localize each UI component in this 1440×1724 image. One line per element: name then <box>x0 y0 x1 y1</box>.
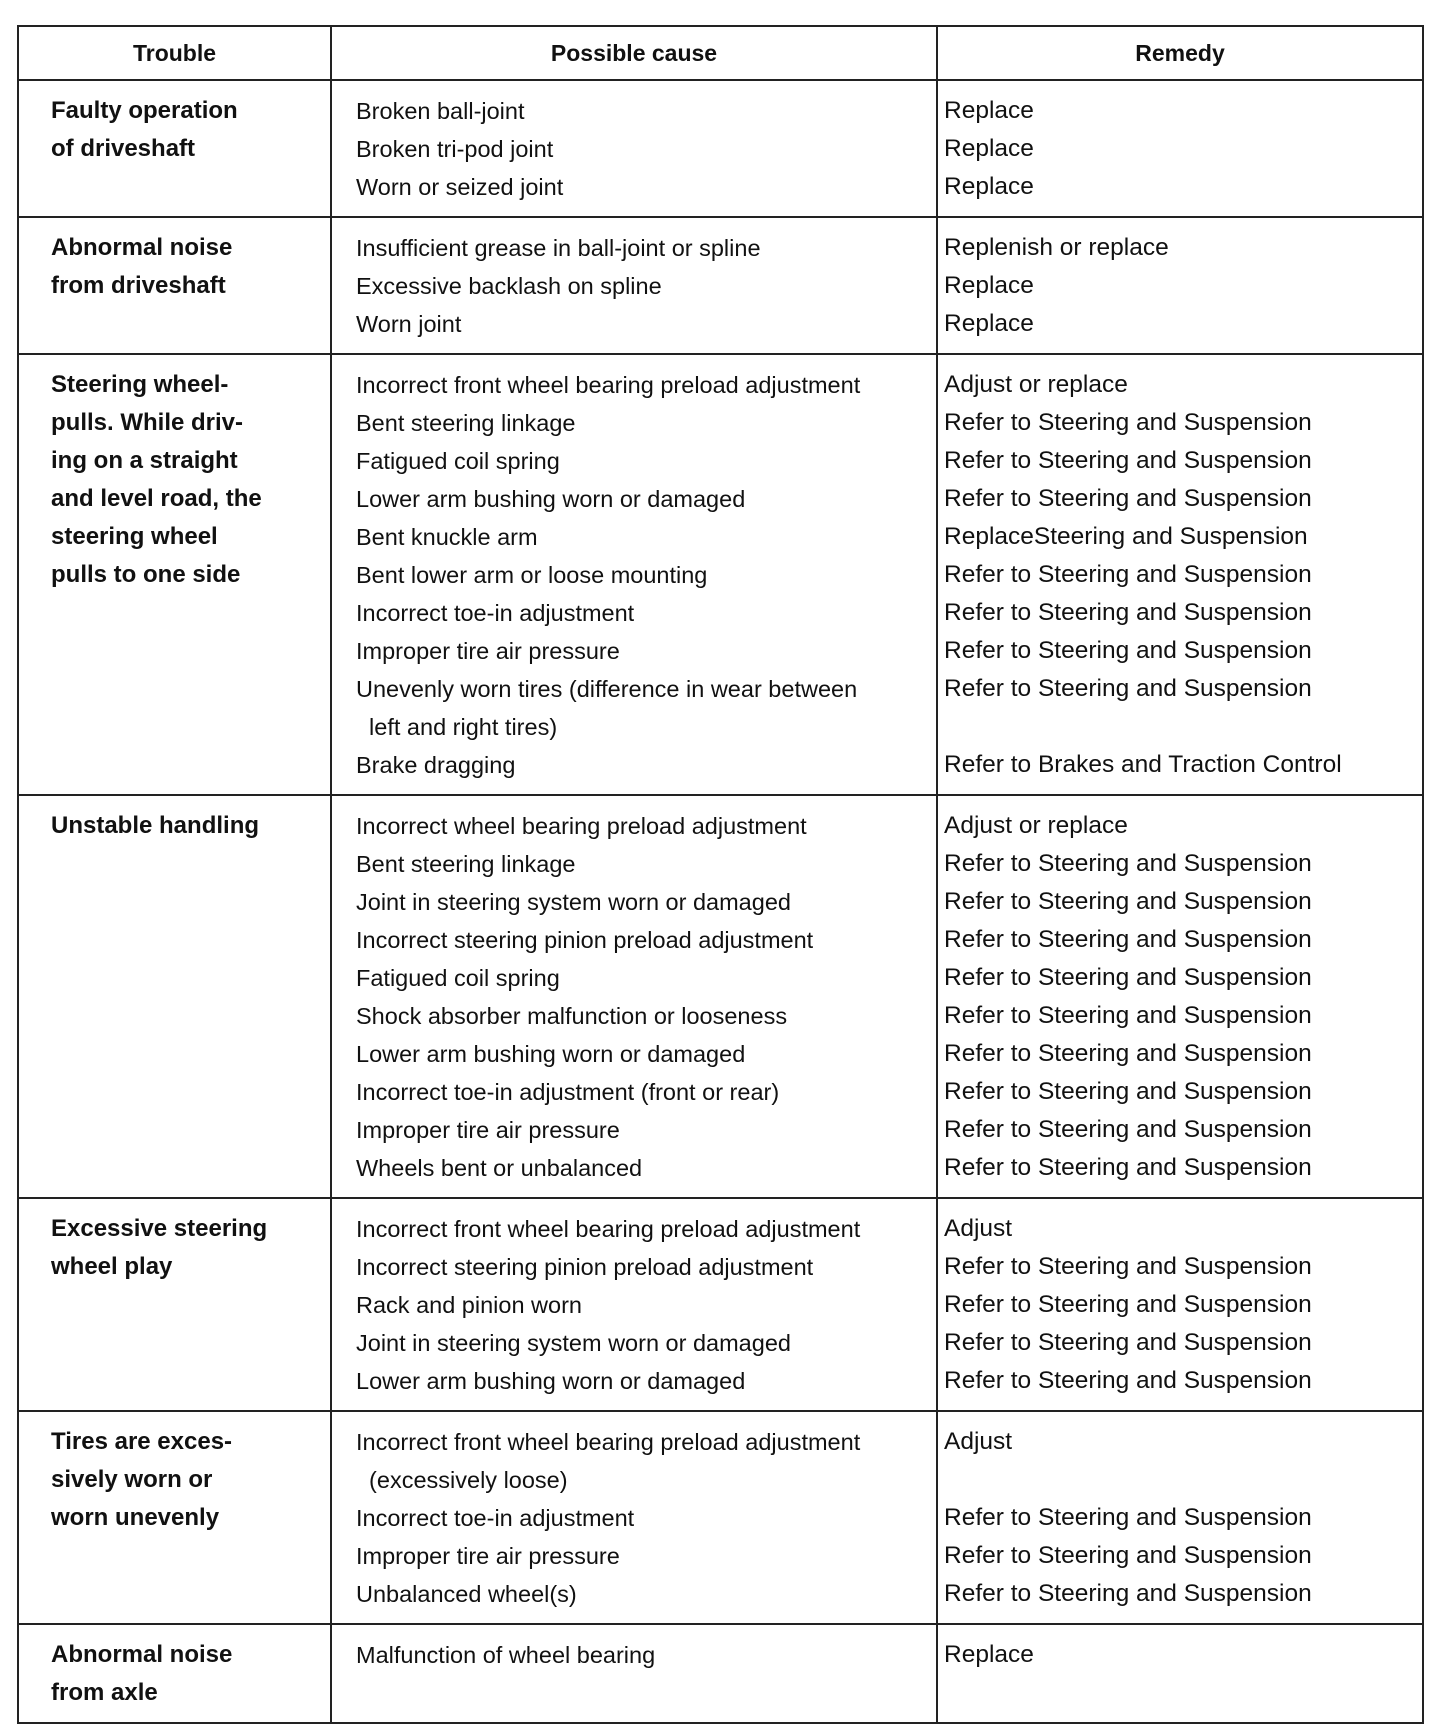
remedy-item: Replace <box>944 135 1034 162</box>
possible-cause-item: Improper tire air pressure <box>356 1117 620 1143</box>
possible-cause-item: Bent steering linkage <box>356 851 576 877</box>
possible-cause-item: Incorrect front wheel bearing preload adjustment <box>356 372 861 398</box>
possible-cause-item: Bent lower arm or loose mounting <box>356 562 708 588</box>
possible-cause-item: Lower arm bushing worn or damaged <box>356 1041 746 1067</box>
possible-cause-item: Incorrect wheel bearing preload adjustment <box>356 813 807 839</box>
remedy-item: Refer to Steering and Suspension <box>944 1116 1312 1143</box>
trouble-text: sively worn or <box>51 1466 213 1493</box>
trouble-text: pulls. While driv- <box>51 409 244 436</box>
possible-cause-item: Brake dragging <box>356 752 516 778</box>
possible-cause-item: Bent knuckle arm <box>356 524 538 550</box>
trouble-cell <box>18 354 331 795</box>
troubleshooting-table <box>17 25 1424 1724</box>
remedy-item: Replace <box>944 310 1034 337</box>
trouble-text: Abnormal noise <box>51 1641 233 1668</box>
table-row <box>18 795 1423 1198</box>
remedy-item: Refer to Steering and Suspension <box>944 1580 1312 1607</box>
table-row <box>18 80 1423 217</box>
remedy-cell <box>937 795 1423 1198</box>
possible-cause-cell <box>331 80 937 217</box>
remedy-item: Refer to Steering and Suspension <box>944 409 1312 436</box>
remedy-cell <box>937 1624 1423 1723</box>
remedy-item: Refer to Steering and Suspension <box>944 1367 1312 1394</box>
trouble-text: Steering wheel- <box>51 371 229 398</box>
remedy-item: Adjust <box>944 1428 1013 1455</box>
remedy-item: Replace <box>944 97 1034 124</box>
remedy-item: Refer to Steering and Suspension <box>944 1504 1312 1531</box>
remedy-item: Refer to Steering and Suspension <box>944 1542 1312 1569</box>
remedy-item: Refer to Steering and Suspension <box>944 599 1312 626</box>
remedy-item: Adjust or replace <box>944 812 1128 839</box>
table-row <box>18 1411 1423 1624</box>
possible-cause-item: Excessive backlash on spline <box>356 273 662 299</box>
trouble-text: from axle <box>51 1679 158 1706</box>
remedy-item: Refer to Steering and Suspension <box>944 1291 1312 1318</box>
possible-cause-item: Improper tire air pressure <box>356 638 620 664</box>
possible-cause-cell <box>331 1198 937 1411</box>
trouble-text: Unstable handling <box>51 812 260 839</box>
possible-cause-item: Lower arm bushing worn or damaged <box>356 1368 746 1394</box>
remedy-item: Refer to Steering and Suspension <box>944 1002 1312 1029</box>
possible-cause-item: Incorrect toe-in adjustment (front or rear) <box>356 1079 780 1105</box>
remedy-item: Replenish or replace <box>944 234 1169 261</box>
trouble-text: from driveshaft <box>51 272 226 299</box>
trouble-cell <box>18 795 331 1198</box>
possible-cause-item: Incorrect steering pinion preload adjustment <box>356 927 814 953</box>
remedy-cell <box>937 1411 1423 1624</box>
possible-cause-item: Incorrect front wheel bearing preload adjustment <box>356 1216 861 1242</box>
trouble-text: steering wheel <box>51 523 218 550</box>
possible-cause-item: Incorrect toe-in adjustment <box>356 1505 635 1531</box>
remedy-item: Refer to Steering and Suspension <box>944 561 1312 588</box>
possible-cause-item: Worn joint <box>356 311 462 337</box>
possible-cause-item: Insufficient grease in ball-joint or spline <box>356 235 761 261</box>
possible-cause-cell <box>331 795 937 1198</box>
table-row <box>18 354 1423 795</box>
possible-cause-item: Lower arm bushing worn or damaged <box>356 486 746 512</box>
remedy-item: Refer to Steering and Suspension <box>944 888 1312 915</box>
possible-cause-cell <box>331 217 937 354</box>
possible-cause-item: Broken tri-pod joint <box>356 136 554 162</box>
trouble-text: ing on a straight <box>51 447 238 474</box>
possible-cause-item: Rack and pinion worn <box>356 1292 582 1318</box>
table-row <box>18 217 1423 354</box>
trouble-cell <box>18 1624 331 1723</box>
remedy-cell <box>937 80 1423 217</box>
possible-cause-item: Worn or seized joint <box>356 174 564 200</box>
possible-cause-item: Unbalanced wheel(s) <box>356 1581 577 1607</box>
column-header-remedy: Remedy <box>937 26 1423 80</box>
remedy-item: Refer to Steering and Suspension <box>944 1078 1312 1105</box>
remedy-item: Refer to Steering and Suspension <box>944 1154 1312 1181</box>
possible-cause-cell <box>331 1411 937 1624</box>
remedy-item: Refer to Steering and Suspension <box>944 675 1312 702</box>
trouble-text: Tires are exces- <box>51 1428 233 1455</box>
trouble-text: of driveshaft <box>51 135 196 162</box>
remedy-item: Refer to Steering and Suspension <box>944 447 1312 474</box>
possible-cause-item: Malfunction of wheel bearing <box>356 1642 656 1668</box>
column-header-trouble: Trouble <box>18 26 331 80</box>
remedy-item: Refer to Brakes and Traction Control <box>944 751 1342 778</box>
possible-cause-item: Unevenly worn tires (difference in wear between left and right tires) <box>356 676 858 740</box>
possible-cause-item: Incorrect front wheel bearing preload adjustment (excessively loose) <box>356 1429 861 1493</box>
possible-cause-item: Incorrect toe-in adjustment <box>356 600 635 626</box>
remedy-item: Refer to Steering and Suspension <box>944 1329 1312 1356</box>
remedy-cell <box>937 354 1423 795</box>
possible-cause-item: Fatigued coil spring <box>356 965 560 991</box>
possible-cause-item: Incorrect steering pinion preload adjustment <box>356 1254 814 1280</box>
remedy-item: Replace <box>944 173 1034 200</box>
possible-cause-item: Shock absorber malfunction or looseness <box>356 1003 788 1029</box>
trouble-text: worn unevenly <box>51 1504 220 1531</box>
remedy-item: Adjust <box>944 1215 1013 1242</box>
trouble-text: and level road, the <box>51 485 262 512</box>
table-row <box>18 1624 1423 1723</box>
trouble-text: wheel play <box>51 1253 173 1280</box>
trouble-text: pulls to one side <box>51 561 241 588</box>
trouble-cell <box>18 1411 331 1624</box>
trouble-cell <box>18 80 331 217</box>
possible-cause-cell <box>331 1624 937 1723</box>
remedy-item: Refer to Steering and Suspension <box>944 485 1312 512</box>
possible-cause-item: Fatigued coil spring <box>356 448 560 474</box>
column-header-possible-cause: Possible cause <box>331 26 937 80</box>
trouble-text: Abnormal noise <box>51 234 233 261</box>
possible-cause-item: Bent steering linkage <box>356 410 576 436</box>
remedy-item: Refer to Steering and Suspension <box>944 1253 1312 1280</box>
remedy-item: ReplaceSteering and Suspension <box>944 523 1308 550</box>
possible-cause-item: Joint in steering system worn or damaged <box>356 1330 791 1356</box>
remedy-item: Refer to Steering and Suspension <box>944 637 1312 664</box>
trouble-cell <box>18 217 331 354</box>
trouble-cell <box>18 1198 331 1411</box>
trouble-text: Excessive steering <box>51 1215 268 1242</box>
remedy-item: Replace <box>944 272 1034 299</box>
possible-cause-item: Improper tire air pressure <box>356 1543 620 1569</box>
table-row <box>18 1198 1423 1411</box>
header-row <box>18 26 1423 80</box>
trouble-text: Faulty operation <box>51 97 238 124</box>
remedy-cell <box>937 1198 1423 1411</box>
remedy-item: Refer to Steering and Suspension <box>944 964 1312 991</box>
possible-cause-cell <box>331 354 937 795</box>
remedy-item: Replace <box>944 1641 1034 1668</box>
possible-cause-item: Wheels bent or unbalanced <box>356 1155 643 1181</box>
remedy-item: Adjust or replace <box>944 371 1128 398</box>
remedy-cell <box>937 217 1423 354</box>
remedy-item: Refer to Steering and Suspension <box>944 850 1312 877</box>
possible-cause-item: Joint in steering system worn or damaged <box>356 889 791 915</box>
possible-cause-item: Broken ball-joint <box>356 98 525 124</box>
remedy-item: Refer to Steering and Suspension <box>944 926 1312 953</box>
table-body <box>18 80 1423 1723</box>
remedy-item: Refer to Steering and Suspension <box>944 1040 1312 1067</box>
